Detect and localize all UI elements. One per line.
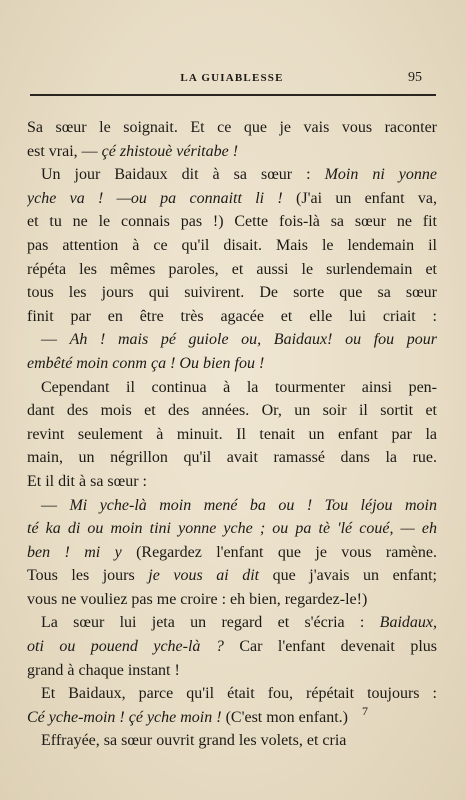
text-segment: répéta les mêmes paroles, et aussi le surlendemain et <box>27 260 437 278</box>
text-segment: finit par en être très agacée et elle lui criait : <box>27 307 437 325</box>
text-segment: Et il dit à sa sœur : <box>27 472 147 490</box>
italic-segment: embêté moin conm ça ! Ou bien fou ! <box>27 354 265 372</box>
text-segment: dant des mois et des années. Or, un soir il sortit et <box>27 402 437 420</box>
text-line <box>27 187 437 211</box>
text-line <box>27 328 437 352</box>
text-line <box>27 682 437 706</box>
text-segment: Sa sœur le soignait. Et ce que je vais vous raconter <box>27 119 437 136</box>
italic-segment: oti ou pouend yche-là ? <box>27 638 224 656</box>
text-segment: pas attention à ce qu'il disait. Mais le lendemain il <box>27 236 437 254</box>
text-segment: (J'ai un enfant va, <box>282 189 437 207</box>
text-line <box>27 116 437 140</box>
page-number: 95 <box>408 70 422 85</box>
text-line <box>27 210 437 234</box>
signature-mark: 7 <box>362 704 368 718</box>
text-segment: (Regardez l'enfant que je vous ramène. <box>121 543 437 561</box>
text-segment: tous les jours qui suivirent. De sorte que sa sœur <box>27 284 437 302</box>
running-head <box>28 72 436 94</box>
italic-segment: ben ! mi y <box>27 543 122 561</box>
text-segment: Et Baidaux, parce qu'il était fou, répétait toujours : <box>41 685 437 703</box>
text-segment: grand à chaque instant ! <box>27 661 180 679</box>
text-segment: (C'est mon enfant.) <box>221 708 348 726</box>
text-segment: Cependant il continua à la tourmenter ainsi pen- <box>41 378 437 396</box>
text-segment: que j'avais un enfant; <box>259 567 437 585</box>
text-line <box>27 494 437 518</box>
text-line <box>27 258 437 282</box>
text-segment: main, un négrillon qu'il avait ramassé dans la rue. <box>27 449 437 467</box>
text-segment: La sœur lui jeta un regard et s'écria : <box>41 614 380 632</box>
italic-segment: yche va ! —ou pa connaitt li ! <box>27 189 283 207</box>
text-line <box>27 446 437 470</box>
text-line <box>27 706 437 730</box>
text-segment: revint seulement à minuit. Il tenait un enfant par la <box>27 425 437 443</box>
text-line <box>27 281 437 305</box>
text-line <box>27 517 437 541</box>
text-line <box>27 541 437 565</box>
text-line <box>27 399 437 423</box>
italic-segment: Baidaux, <box>379 614 437 632</box>
italic-segment: çé zhistouè véritabe ! <box>101 142 239 160</box>
text-line <box>27 376 437 400</box>
header-rule <box>30 94 436 96</box>
text-segment: et tu ne le connais pas !) Cette fois-là sa sœur ne fit <box>27 213 437 231</box>
text-line <box>27 163 437 187</box>
text-line <box>27 352 437 376</box>
text-segment: Effrayée, sa sœur ouvrit grand les volets, et cria <box>41 732 347 750</box>
text-segment: — <box>41 331 70 349</box>
text-line <box>27 659 437 683</box>
text-segment: Un jour Baidaux dit à sa sœur : <box>41 166 325 184</box>
italic-segment: té ka di ou moin tini yonne yche ; ou pa tè 'lé coué, — eh <box>27 520 437 538</box>
text-segment: vous ne vouliez pas me croire : eh bien, regardez-le!) <box>27 590 368 608</box>
text-line <box>27 234 437 258</box>
text-line <box>27 588 437 612</box>
italic-segment: Ah ! mais pé guiole ou, Baidaux! ou fou pour <box>69 331 437 349</box>
text-line <box>27 611 437 635</box>
text-line <box>27 305 437 329</box>
text-segment: Car l'enfant devenait plus <box>223 638 437 656</box>
text-line <box>27 729 437 753</box>
running-title: LA GUIABLESSE <box>180 72 284 84</box>
italic-segment: je vous ai dit <box>148 567 260 585</box>
text-segment: est vrai, — <box>27 142 102 160</box>
body-text <box>27 116 437 753</box>
text-line <box>27 564 437 588</box>
italic-segment: Moin ni yonne <box>324 166 437 184</box>
text-line <box>27 423 437 447</box>
text-segment: Tous les jours <box>27 567 149 585</box>
text-segment: — <box>41 496 70 514</box>
italic-segment: Cé yche-moin ! çé yche moin ! <box>27 708 222 726</box>
text-line <box>27 140 437 164</box>
text-line <box>27 470 437 494</box>
italic-segment: Mi yche-là moin mené ba ou ! Tou léjou moin <box>69 496 437 514</box>
text-line <box>27 635 437 659</box>
